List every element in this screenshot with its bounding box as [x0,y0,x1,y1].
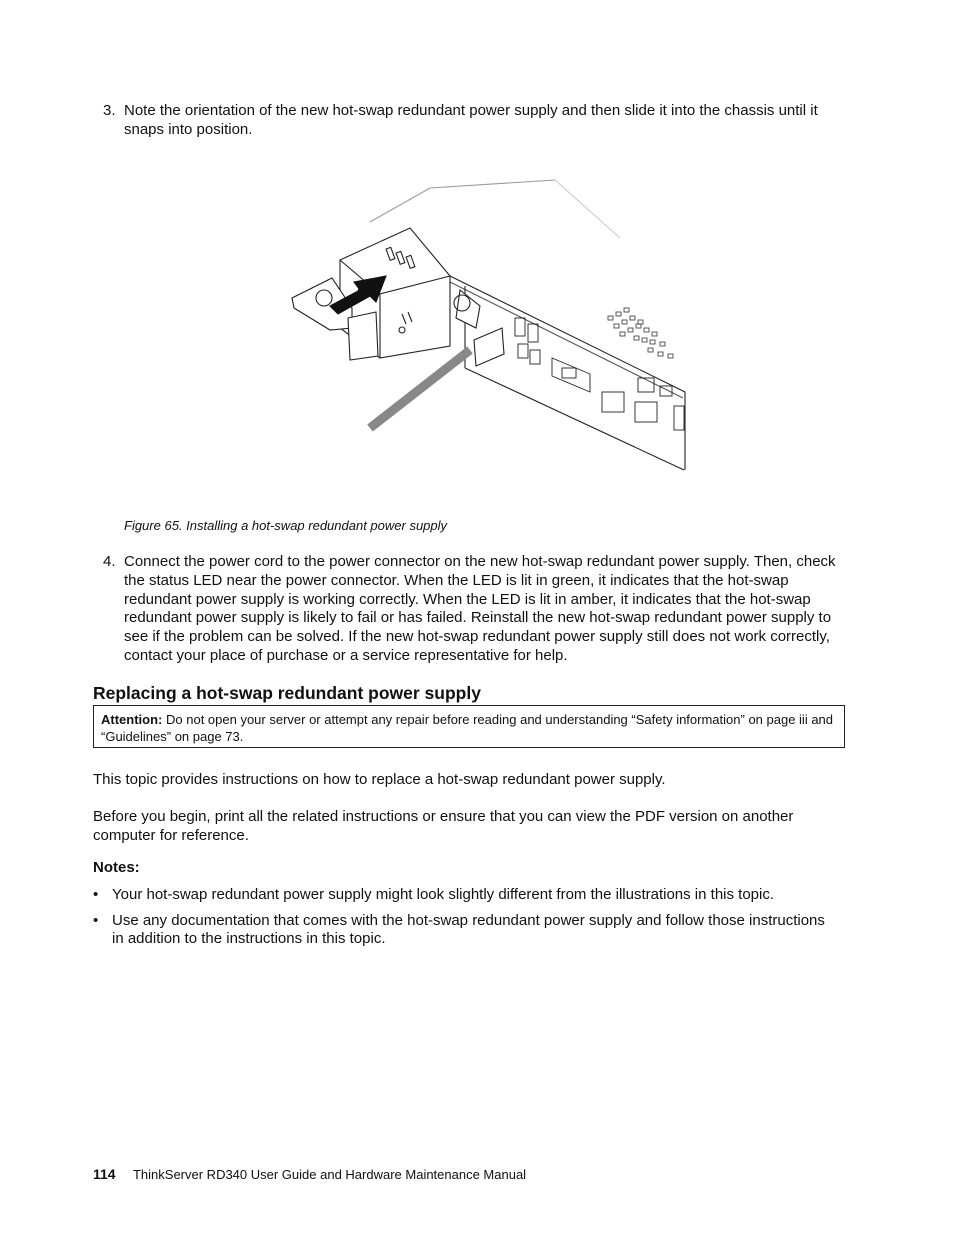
step-3 [103,102,848,140]
chassis-outline [370,180,555,222]
bullet-icon: • [93,886,99,903]
notes-heading: Notes: [93,859,140,876]
list-item [93,886,833,904]
section-heading: Replacing a hot-swap redundant power supply [93,683,481,703]
page-footer [93,1166,526,1182]
attention-notice [93,705,845,748]
step-number: 3. [103,102,116,119]
intro-paragraph: This topic provides instructions on how to replace a hot-swap redundant power supply. [93,771,666,788]
step-number: 4. [103,553,116,570]
attention-label: Attention: [101,712,163,727]
before-you-begin-paragraph: Before you begin, print all the related instructions or ensure that you can view the PDF version on another computer for reference. [93,808,794,844]
bullet-icon: • [93,912,99,929]
step-text: Note the orientation of the new hot-swap redundant power supply and then slide it into the chassis until it snaps into position. [124,102,818,138]
attention-text: Do not open your server or attempt any repair before reading and understanding “Safety information” on page iii and “Guidelines” on page 73. [101,712,834,744]
list-item [93,912,833,948]
power-cord-plug [474,328,504,366]
bullet-text: Your hot-swap redundant power supply might look slightly different from the illustrations in this topic. [112,886,775,903]
manual-title: ThinkServer RD340 User Guide and Hardware Maintenance Manual [132,1167,527,1182]
chassis-rear-panel [450,276,685,470]
vent-grid [608,308,673,358]
step-4 [103,553,848,666]
power-cord [370,350,470,428]
step-text: Connect the power cord to the power connector on the new hot-swap redundant power supply. Then, check the status LED near the power connector. When the LED is lit in green, it indicates that the hot-swap redundant power supply is working correctly. When the LED is lit in amber, it indicates that the hot-swap redundant power supply is likely to fail or has failed. Reinstall the new hot-swap redundant power supply to see if the problem can be solved. If the new hot-swap redundant power supply still does not work correctly, contact your place of purchase or a service representative for help. [124,553,836,664]
page-number: 114 [93,1166,116,1182]
rear-io-ports [515,318,684,430]
power-supply-installation-illustration [290,178,690,478]
figure-caption: Figure 65. Installing a hot-swap redundant power supply [124,518,448,533]
bullet-text: Use any documentation that comes with the hot-swap redundant power supply and follow those instructions in addition to the instructions in this topic. [112,912,825,947]
